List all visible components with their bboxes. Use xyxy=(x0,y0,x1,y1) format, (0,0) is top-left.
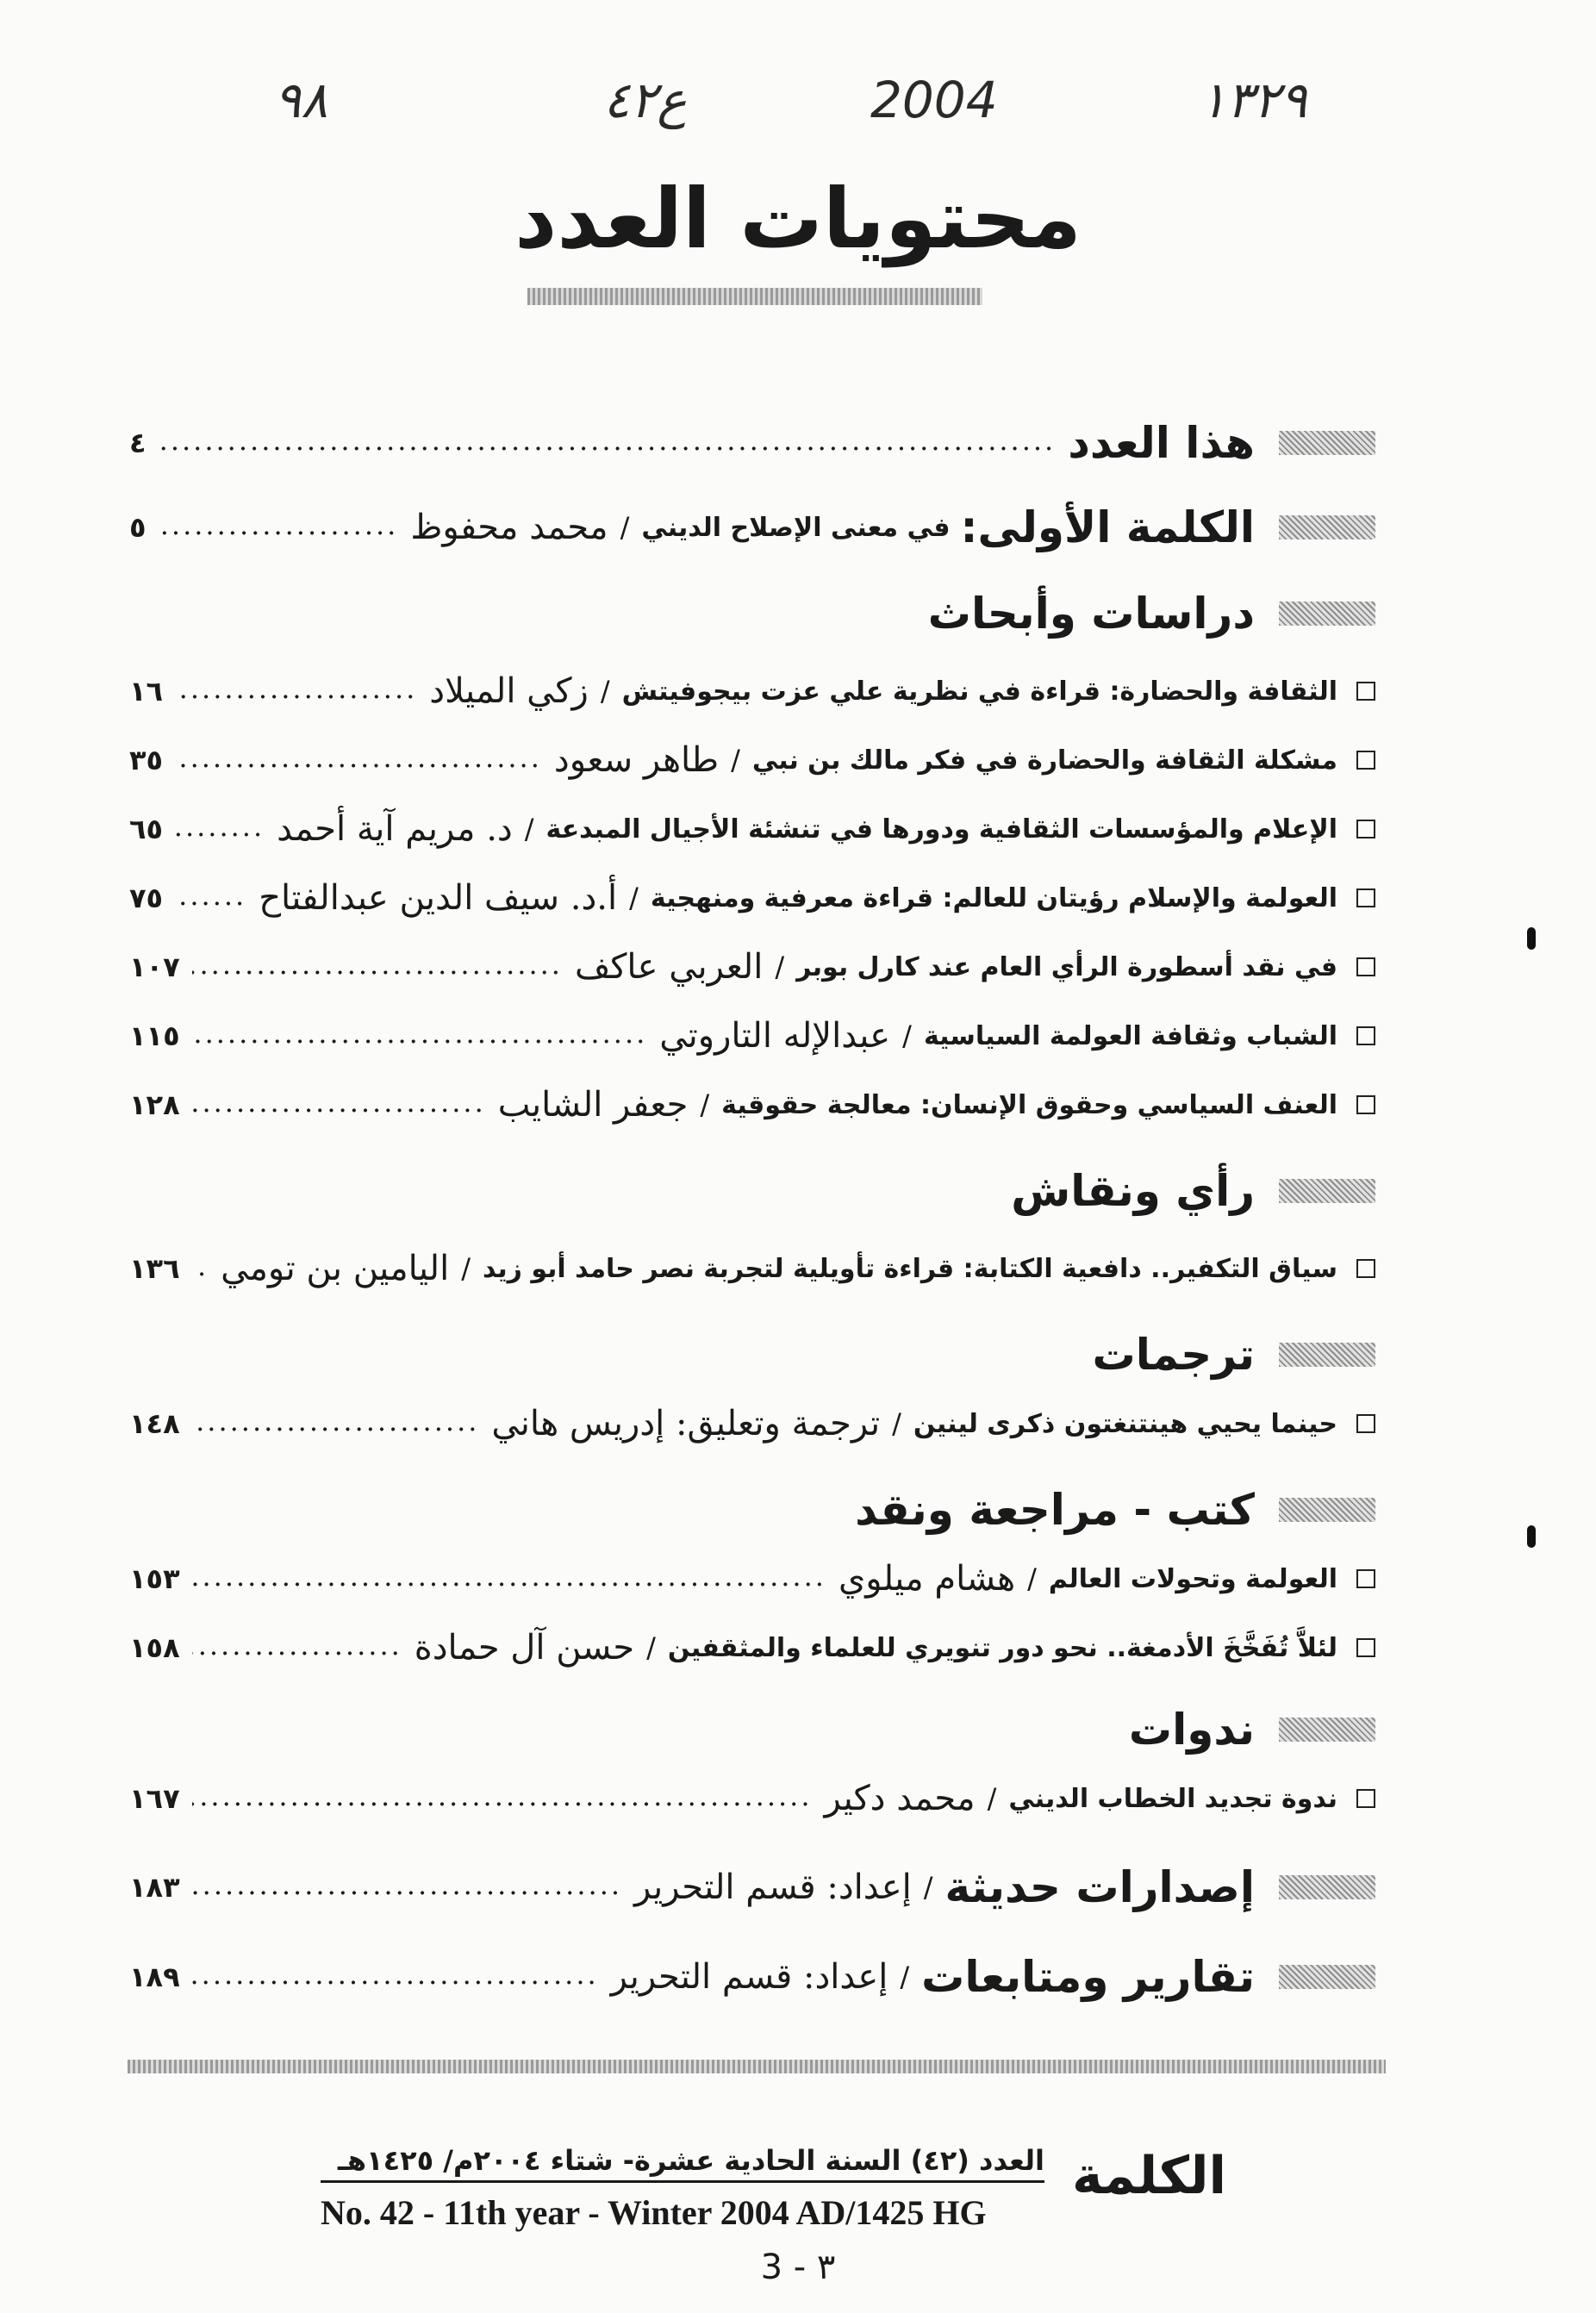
toc-page-number: ١٦ xyxy=(129,675,164,708)
leader-dots xyxy=(192,1958,599,1996)
toc-section-title: تقارير ومتابعات xyxy=(921,1952,1255,2002)
handwritten-note: 2004 xyxy=(870,71,998,129)
leader-dots xyxy=(192,1868,622,1906)
leader-dots xyxy=(192,1017,648,1055)
toc-page-number: ١١٥ xyxy=(129,1019,180,1052)
separator: / xyxy=(600,675,610,708)
toc-item-title: الإعلام والمؤسسات الثقافية ودورها في تنشئة الأجيال المبدعة xyxy=(546,814,1337,845)
toc-section-entry xyxy=(129,500,1375,555)
toc-item-title: الشباب وثقافة العولمة السياسية xyxy=(923,1020,1337,1051)
toc-section-heading xyxy=(129,1163,1375,1219)
section-marker-icon xyxy=(1279,431,1375,455)
checkbox-square-icon xyxy=(1356,1789,1375,1808)
toc-item xyxy=(129,1396,1375,1451)
handwritten-note: ع٤٢ xyxy=(603,71,687,129)
checkbox-square-icon xyxy=(1356,1638,1375,1657)
toc-item-title: الثقافة والحضارة: قراءة في نظرية علي عزت بيجوفيتش xyxy=(621,676,1337,707)
separator: / xyxy=(900,1961,910,1993)
toc-page-number: ١٤٨ xyxy=(129,1407,180,1440)
toc-section-title: الكلمة الأولى: xyxy=(960,502,1255,552)
toc-author: زكي الميلاد xyxy=(429,671,589,711)
footer-divider xyxy=(128,2060,1386,2073)
leader-dots xyxy=(192,1780,813,1817)
page-title: محتويات العدد xyxy=(514,171,1082,267)
separator: / xyxy=(646,1631,656,1664)
toc-author: ترجمة وتعليق: إدريس هاني xyxy=(491,1404,881,1443)
toc-item xyxy=(129,1241,1375,1296)
section-marker-icon xyxy=(1279,1718,1375,1742)
separator: / xyxy=(461,1252,471,1285)
toc-author: هشام ميلوي xyxy=(838,1559,1016,1599)
leader-dots xyxy=(175,810,265,848)
toc-section-entry xyxy=(129,1860,1375,1915)
toc-item xyxy=(129,733,1375,788)
toc-section-title: ترجمات xyxy=(1092,1330,1255,1380)
toc-page-number: ١٣٦ xyxy=(129,1252,180,1285)
toc-page-number: ٤ xyxy=(129,427,147,459)
page-number: 3 - ٣ xyxy=(760,2248,836,2287)
separator: / xyxy=(902,1019,912,1052)
toc-page-number: ١٨٩ xyxy=(129,1961,180,1993)
toc-item xyxy=(129,664,1375,719)
checkbox-square-icon xyxy=(1356,1569,1375,1588)
toc-section-entry xyxy=(129,415,1375,471)
toc-page-number: ٣٥ xyxy=(129,744,164,776)
toc-author: اليامين بن تومي xyxy=(221,1249,450,1288)
toc-item-title: مشكلة الثقافة والحضارة في فكر مالك بن نبي xyxy=(751,745,1337,776)
separator: / xyxy=(775,951,785,983)
toc-item-title: العولمة وتحولات العالم xyxy=(1048,1563,1337,1594)
handwritten-note: ٩٨ xyxy=(274,71,328,129)
toc-section-title: رأي ونقاش xyxy=(1011,1166,1255,1216)
leader-dots xyxy=(159,424,1057,462)
toc-section-heading xyxy=(129,1327,1375,1382)
toc-page-number: ١٢٨ xyxy=(129,1088,180,1121)
separator: / xyxy=(700,1088,710,1121)
magazine-logo: الكلمة xyxy=(1072,2146,1227,2206)
toc-section-heading xyxy=(129,586,1375,641)
toc-section-title: دراسات وأبحاث xyxy=(927,589,1255,639)
leader-dots xyxy=(192,1560,826,1598)
separator: / xyxy=(1027,1562,1037,1595)
toc-author: العربي عاكف xyxy=(574,947,764,987)
checkbox-square-icon xyxy=(1356,1259,1375,1278)
toc-item-title: العنف السياسي وحقوق الإنسان: معالجة حقوقية xyxy=(721,1089,1337,1120)
leader-dots xyxy=(175,672,417,710)
leader-dots xyxy=(159,508,399,546)
toc-author: محمد محفوظ xyxy=(410,508,608,547)
toc-item xyxy=(129,1077,1375,1132)
toc-page-number: ١٨٣ xyxy=(129,1871,180,1904)
section-marker-icon xyxy=(1279,1965,1375,1989)
toc-item-title: في نقد أسطورة الرأي العام عند كارل بوبر xyxy=(796,951,1337,982)
section-marker-icon xyxy=(1279,1498,1375,1522)
checkbox-square-icon xyxy=(1356,888,1375,907)
checkbox-square-icon xyxy=(1356,820,1375,839)
issue-info-arabic: العدد (٤٢) السنة الحادية عشرة- شتاء ٢٠٠٤م/ ١٤٢٥هـ xyxy=(321,2144,1044,2183)
toc-page-number: ١٠٧ xyxy=(129,951,180,983)
toc-section-heading xyxy=(129,1482,1375,1537)
toc-item xyxy=(129,870,1375,926)
toc-item-title: سياق التكفير.. دافعية الكتابة: قراءة تأويلية لتجربة نصر حامد أبو زيد xyxy=(483,1253,1337,1284)
checkbox-square-icon xyxy=(1356,1414,1375,1433)
section-marker-icon xyxy=(1279,1875,1375,1899)
separator: / xyxy=(629,882,639,914)
toc-page-number: ٦٥ xyxy=(129,813,164,845)
toc-author: إعداد: قسم التحرير xyxy=(634,1867,912,1907)
toc-page-number: ٥ xyxy=(129,511,147,544)
separator: / xyxy=(892,1407,901,1440)
leader-dots xyxy=(175,879,246,917)
toc-section-title: إصدارات حديثة xyxy=(945,1862,1255,1912)
toc-item xyxy=(129,1551,1375,1606)
toc-item-title: لئلاَّ تُفَخَّخَ الأدمغة.. نحو دور تنويري للعلماء والمثقفين xyxy=(667,1632,1337,1663)
leader-dots xyxy=(192,1250,209,1287)
section-marker-icon xyxy=(1279,1179,1375,1203)
toc-item xyxy=(129,801,1375,857)
separator: / xyxy=(923,1871,933,1904)
toc-author: أ.د. سيف الدين عبدالفتاح xyxy=(259,878,618,918)
issue-info-english: No. 42 - 11th year - Winter 2004 AD/1425 HG xyxy=(321,2193,987,2232)
toc-item xyxy=(129,1008,1375,1063)
section-marker-icon xyxy=(1279,1343,1375,1367)
checkbox-square-icon xyxy=(1356,1095,1375,1114)
toc-page-number: ٧٥ xyxy=(129,882,164,914)
toc-page-number: ١٥٣ xyxy=(129,1562,180,1595)
toc-item xyxy=(129,1771,1375,1826)
checkbox-square-icon xyxy=(1356,751,1375,770)
toc-author: عبدالإله التاروتي xyxy=(659,1016,891,1056)
leader-dots xyxy=(192,1086,486,1124)
toc-section-subtitle: في معنى الإصلاح الديني xyxy=(641,512,951,543)
checkbox-square-icon xyxy=(1356,957,1375,976)
margin-mark xyxy=(1527,1525,1536,1548)
leader-dots xyxy=(175,741,542,779)
toc-section-title: كتب - مراجعة ونقد xyxy=(855,1485,1255,1535)
checkbox-square-icon xyxy=(1356,1026,1375,1045)
separator: / xyxy=(987,1782,997,1815)
toc-section-title: ندوات xyxy=(1128,1705,1255,1755)
toc-author: طاهر سعود xyxy=(553,740,720,780)
toc-author: إعداد: قسم التحرير xyxy=(610,1957,888,1997)
handwritten-note: ١٣٢٩ xyxy=(1200,71,1307,129)
toc-item-title: حينما يحيي هينتنغتون ذكرى لينين xyxy=(913,1408,1337,1439)
toc-author: جعفر الشايب xyxy=(497,1085,689,1125)
toc-item-title: العولمة والإسلام رؤيتان للعالم: قراءة معرفية ومنهجية xyxy=(650,882,1337,913)
toc-item-title: ندوة تجديد الخطاب الديني xyxy=(1008,1783,1337,1814)
toc-author: حسن آل حمادة xyxy=(414,1628,635,1668)
toc-page-number: ١٦٧ xyxy=(129,1782,180,1815)
toc-page-number: ١٥٨ xyxy=(129,1631,180,1664)
toc-item xyxy=(129,939,1375,994)
separator: / xyxy=(524,813,534,845)
toc-author: محمد دكير xyxy=(824,1779,976,1818)
section-marker-icon xyxy=(1279,602,1375,626)
leader-dots xyxy=(192,1405,480,1443)
margin-mark xyxy=(1527,927,1536,950)
toc-section-title: هذا العدد xyxy=(1068,418,1255,468)
separator: / xyxy=(620,511,630,544)
leader-dots xyxy=(192,1629,402,1667)
toc-section-entry xyxy=(129,1949,1375,2004)
toc-section-heading xyxy=(129,1702,1375,1757)
leader-dots xyxy=(192,948,563,986)
separator: / xyxy=(731,744,740,776)
section-marker-icon xyxy=(1279,515,1375,539)
toc-author: د. مريم آية أحمد xyxy=(277,809,513,849)
checkbox-square-icon xyxy=(1356,682,1375,701)
toc-item xyxy=(129,1620,1375,1675)
